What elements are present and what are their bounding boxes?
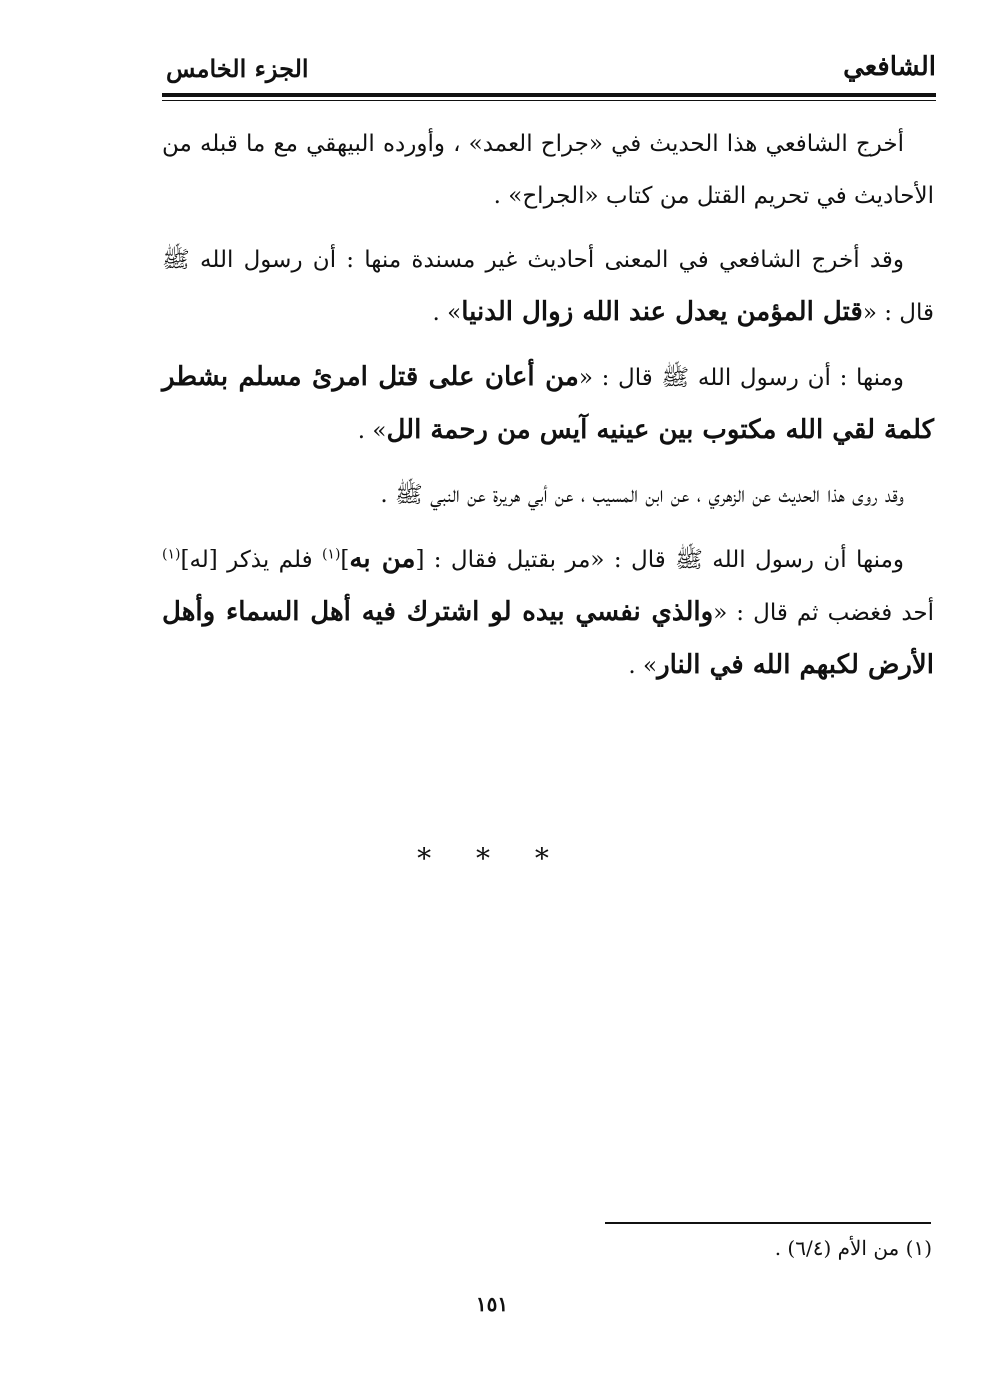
main-text <box>162 118 934 704</box>
volume-label: الجزء الخامس <box>166 54 309 83</box>
page-number: ١٥١ <box>475 1292 509 1316</box>
paragraph-text: وقد روى هذا الحديث عن الزهري ، عن ابن المسيب ، عن أبي هريرة عن النبي ﷺ . <box>380 482 904 508</box>
paragraph <box>162 351 934 457</box>
paragraph-text: أحد فغضب ثم قال : « <box>713 600 934 626</box>
paragraph-text: ] <box>340 547 350 573</box>
footnote: (١) من الأم (٦/٤) . <box>774 1236 932 1260</box>
paragraph-text: » . <box>432 300 462 326</box>
paragraph-text: وقد أخرج الشافعي في المعنى أحاديث غير مسندة منها : أن رسول الله ﷺ قال : « <box>162 247 934 326</box>
page-header <box>162 52 936 92</box>
hadith-quote: قتل المؤمن يعدل عند الله زوال الدنيا <box>461 297 863 327</box>
header-rule <box>162 93 936 97</box>
paragraph-text: فلم يذكر [له] <box>180 547 322 573</box>
paragraph <box>162 118 934 222</box>
footnote-marker: (١) <box>162 546 181 563</box>
footnote-rule <box>605 1222 931 1224</box>
header-rule-thin <box>162 100 936 101</box>
hadith-quote: والذي نفسي بيده لو اشترك فيه أهل السماء وأهل الأرض لكبهم الله في النار <box>162 597 934 680</box>
book-title: الشافعي <box>843 52 936 82</box>
paragraph-text: ومنها أن رسول الله ﷺ قال : «مر بقتيل فقال : [ <box>415 547 905 573</box>
section-separator: * * * <box>417 842 567 875</box>
paragraph-text: » . <box>357 418 387 444</box>
hadith-quote: من به <box>349 544 416 574</box>
paragraph <box>162 469 934 521</box>
paragraph-text: أخرج الشافعي هذا الحديث في «جراح العمد» ، وأورده البيهقي مع ما قبله من الأحاديث في تحريم القتل من كتاب «الجراح» . <box>162 131 934 209</box>
paragraph <box>162 234 934 339</box>
hadith-quote: من أعان على قتل امرئ مسلم بشطر كلمة لقي الله مكتوب بين عينيه آيس من رحمة الل <box>162 362 934 445</box>
footnote-marker: (١) <box>321 546 341 563</box>
paragraph-text: ومنها : أن رسول الله ﷺ قال : « <box>578 365 904 391</box>
paragraph-text: » . <box>628 653 658 679</box>
paragraph <box>162 533 934 692</box>
